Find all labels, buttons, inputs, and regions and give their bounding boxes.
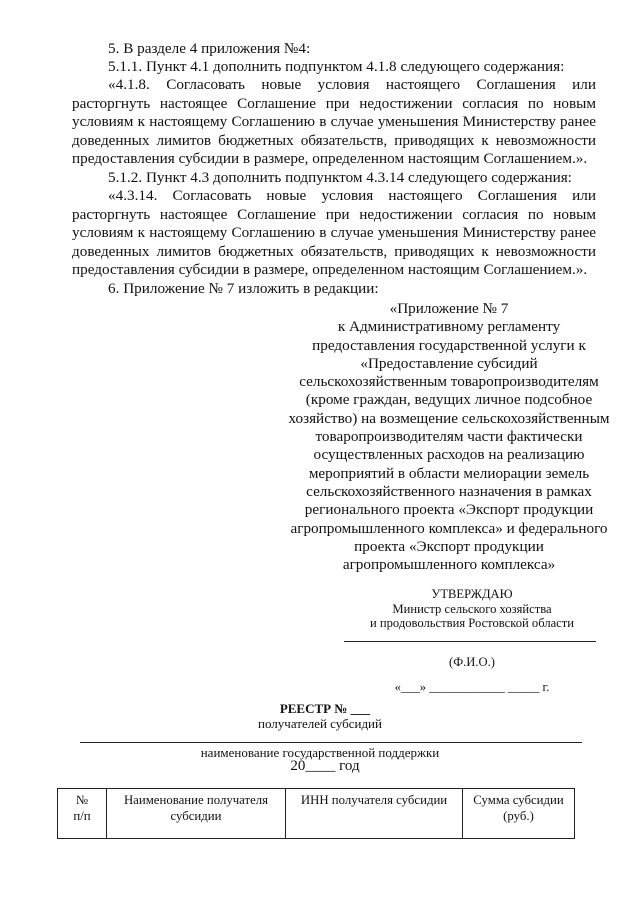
support-name-line [80, 742, 582, 743]
appendix-line: предоставления государственной услуги к [312, 336, 586, 354]
amendment-item-6: 6. Приложение № 7 изложить в редакции: [108, 280, 379, 297]
approval-title: УТВЕРЖДАЮ [431, 587, 513, 601]
amendment-item-5: 5. В разделе 4 приложения №4: [108, 40, 311, 57]
column-header-recipient: Наименование получателя субсидии [107, 789, 286, 839]
registry-year: 20____ год [290, 758, 360, 774]
appendix-line: мероприятий в области мелиорации земель [308, 464, 590, 482]
appendix-line: проекта «Экспорт продукции [354, 537, 544, 555]
column-header-number: № п/п [58, 789, 107, 839]
appendix-line: товаропроизводителям части фактически [315, 428, 583, 446]
amendment-item-5-1-1: 5.1.1. Пункт 4.1 дополнить подпунктом 4.1.8 следующего содержания: [108, 58, 565, 75]
registry-table [57, 788, 575, 839]
appendix-line: «Приложение № 7 [389, 300, 509, 317]
quote-4-1-8: «4.1.8. Согласовать новые условия настоящего Соглашения или расторгнуть настоящее Соглашение при недостижении согласия по новым условиям к настоящему Соглашению в случае уменьшения Министерству ранее доведенных лимитов бюджетных обязательств, приводящих к невозможности предоставления субсидии в размере, определенном настоящим Соглашением.». [72, 76, 596, 167]
appendix-line: сельскохозяйственным товаропроизводителям [299, 373, 599, 391]
appendix-line: хозяйство) на возмещение сельскохозяйственным [288, 409, 610, 427]
signature-line [344, 641, 596, 642]
support-name-label: наименование государственной поддержки [200, 745, 440, 760]
appendix-line: регионального проекта «Экспорт продукции [304, 501, 594, 519]
approval-date: «___» ____________ _____ г. [394, 680, 550, 694]
appendix-line: агропромышленного комплекса» [342, 556, 556, 574]
column-header-inn: ИНН получателя субсидии [286, 789, 463, 839]
fio-label: (Ф.И.О.) [449, 655, 495, 669]
table-header-row [58, 789, 575, 839]
approval-minister-line2: и продовольствия Ростовской области [369, 616, 575, 630]
quote-4-3-14: «4.3.14. Согласовать новые условия настоящего Соглашения или расторгнуть настоящее Соглашение при недостижении согласия по новым условиям к настоящему Соглашению в случае уменьшения Министерству ранее доведенных лимитов бюджетных обязательств, приводящих к невозможности предоставления субсидии в размере, определенном настоящим Соглашением.». [72, 187, 596, 278]
appendix-line: агропромышленного комплекса» и федерального [290, 519, 608, 537]
appendix-line: осуществленных расходов на реализацию [313, 446, 585, 464]
appendix-line: «Предоставление субсидий [360, 354, 538, 372]
registry-subtitle: получателей субсидий [258, 716, 382, 731]
appendix-header [262, 300, 636, 574]
column-header-amount: Сумма субсидии (руб.) [463, 789, 575, 839]
approval-minister-line1: Министр сельского хозяйства [392, 602, 552, 616]
appendix-line: к Административному регламенту [337, 318, 561, 336]
appendix-line: сельскохозяйственного назначения в рамках [306, 482, 592, 500]
appendix-line: (кроме граждан, ведущих личное подсобное [305, 391, 593, 409]
amendment-item-5-1-2: 5.1.2. Пункт 4.3 дополнить подпунктом 4.3.14 следующего содержания: [108, 169, 572, 186]
registry-title: РЕЕСТР № ___ [279, 701, 371, 716]
